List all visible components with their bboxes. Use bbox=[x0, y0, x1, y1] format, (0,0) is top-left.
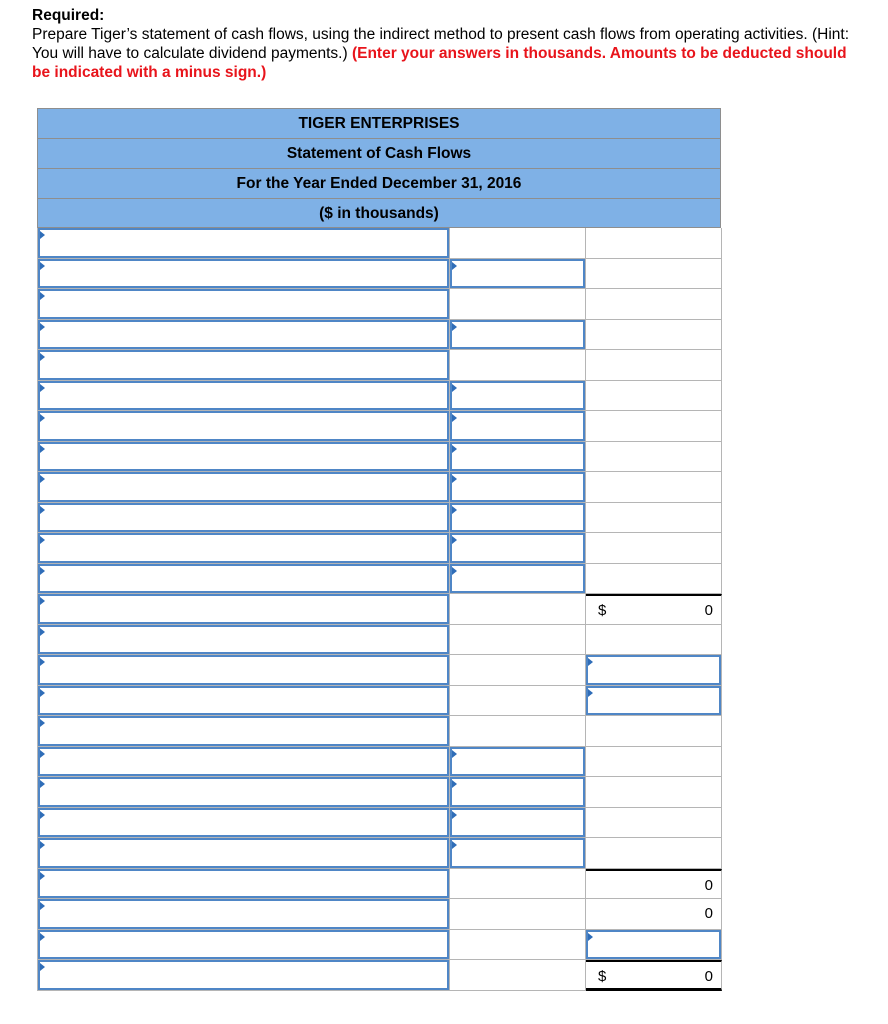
amount-input[interactable] bbox=[450, 777, 586, 808]
line-item-label-input[interactable] bbox=[38, 777, 450, 808]
amount-input[interactable] bbox=[450, 442, 586, 473]
total-cell bbox=[586, 838, 722, 869]
total-cell bbox=[586, 564, 722, 595]
total-value: 0 bbox=[704, 602, 713, 619]
line-item-label-input[interactable] bbox=[38, 716, 450, 747]
dollar-sign: $ bbox=[598, 968, 607, 985]
line-item-label-input[interactable] bbox=[38, 869, 450, 900]
total-cell bbox=[586, 747, 722, 778]
amount-input[interactable] bbox=[450, 747, 586, 778]
total-cell bbox=[586, 503, 722, 534]
amount-cell bbox=[450, 869, 586, 900]
amount-input[interactable] bbox=[450, 533, 586, 564]
total-cell bbox=[586, 411, 722, 442]
company-name: TIGER ENTERPRISES bbox=[37, 108, 721, 138]
instructions-red-note: (Enter your answers in thousands. Amounts to be deducted should be indicated with a minus sign.) bbox=[32, 45, 847, 81]
line-item-label-input[interactable] bbox=[38, 320, 450, 351]
statement-name: Statement of Cash Flows bbox=[37, 138, 721, 168]
total-input[interactable] bbox=[586, 930, 722, 961]
amount-cell bbox=[450, 289, 586, 320]
instructions-text: Prepare Tiger’s statement of cash flows, using the indirect method to present cash flows from operating activities. (Hint: You will have to calculate dividend payments.) bbox=[32, 26, 850, 62]
statement-grid bbox=[37, 228, 721, 991]
total-cell bbox=[586, 899, 722, 930]
total-cell bbox=[586, 533, 722, 564]
amount-cell bbox=[450, 960, 586, 991]
line-item-label-input[interactable] bbox=[38, 808, 450, 839]
total-value: 0 bbox=[704, 968, 713, 985]
line-item-label-input[interactable] bbox=[38, 289, 450, 320]
line-item-label-input[interactable] bbox=[38, 930, 450, 961]
amount-cell bbox=[450, 899, 586, 930]
amount-input[interactable] bbox=[450, 503, 586, 534]
amount-input[interactable] bbox=[450, 381, 586, 412]
amount-input[interactable] bbox=[450, 472, 586, 503]
line-item-label-input[interactable] bbox=[38, 747, 450, 778]
line-item-label-input[interactable] bbox=[38, 411, 450, 442]
line-item-label-input[interactable] bbox=[38, 350, 450, 381]
total-cell bbox=[586, 381, 722, 412]
total-input[interactable] bbox=[586, 655, 722, 686]
instructions bbox=[32, 6, 862, 82]
total-input[interactable] bbox=[586, 686, 722, 717]
total-cell bbox=[586, 472, 722, 503]
line-item-label-input[interactable] bbox=[38, 472, 450, 503]
statement-period: For the Year Ended December 31, 2016 bbox=[37, 168, 721, 198]
amount-cell bbox=[450, 350, 586, 381]
dollar-sign: $ bbox=[598, 602, 607, 619]
line-item-label-input[interactable] bbox=[38, 259, 450, 290]
amount-cell bbox=[450, 716, 586, 747]
statement-units: ($ in thousands) bbox=[37, 198, 721, 228]
total-cell bbox=[586, 320, 722, 351]
total-cell bbox=[586, 442, 722, 473]
line-item-label-input[interactable] bbox=[38, 228, 450, 259]
amount-input[interactable] bbox=[450, 411, 586, 442]
amount-input[interactable] bbox=[450, 320, 586, 351]
required-heading: Required: bbox=[32, 7, 105, 24]
total-cell bbox=[586, 594, 722, 625]
total-cell bbox=[586, 350, 722, 381]
line-item-label-input[interactable] bbox=[38, 625, 450, 656]
line-item-label-input[interactable] bbox=[38, 594, 450, 625]
line-item-label-input[interactable] bbox=[38, 381, 450, 412]
line-item-label-input[interactable] bbox=[38, 442, 450, 473]
total-cell bbox=[586, 259, 722, 290]
line-item-label-input[interactable] bbox=[38, 564, 450, 595]
amount-input[interactable] bbox=[450, 808, 586, 839]
total-cell bbox=[586, 808, 722, 839]
total-cell bbox=[586, 289, 722, 320]
line-item-label-input[interactable] bbox=[38, 899, 450, 930]
amount-input[interactable] bbox=[450, 838, 586, 869]
amount-input[interactable] bbox=[450, 259, 586, 290]
total-cell bbox=[586, 228, 722, 259]
line-item-label-input[interactable] bbox=[38, 960, 450, 991]
amount-cell bbox=[450, 655, 586, 686]
amount-input[interactable] bbox=[450, 564, 586, 595]
total-cell bbox=[586, 716, 722, 747]
statement-header bbox=[37, 108, 721, 228]
amount-cell bbox=[450, 625, 586, 656]
line-item-label-input[interactable] bbox=[38, 503, 450, 534]
cash-flow-statement bbox=[37, 108, 721, 991]
line-item-label-input[interactable] bbox=[38, 533, 450, 564]
total-value: 0 bbox=[704, 905, 713, 922]
total-value: 0 bbox=[704, 876, 713, 894]
total-cell bbox=[586, 777, 722, 808]
line-item-label-input[interactable] bbox=[38, 686, 450, 717]
amount-cell bbox=[450, 930, 586, 961]
line-item-label-input[interactable] bbox=[38, 838, 450, 869]
total-cell bbox=[586, 960, 722, 991]
instructions-body bbox=[32, 25, 862, 82]
amount-cell bbox=[450, 594, 586, 625]
line-item-label-input[interactable] bbox=[38, 655, 450, 686]
total-cell bbox=[586, 869, 722, 900]
amount-cell bbox=[450, 228, 586, 259]
amount-cell bbox=[450, 686, 586, 717]
total-cell bbox=[586, 625, 722, 656]
